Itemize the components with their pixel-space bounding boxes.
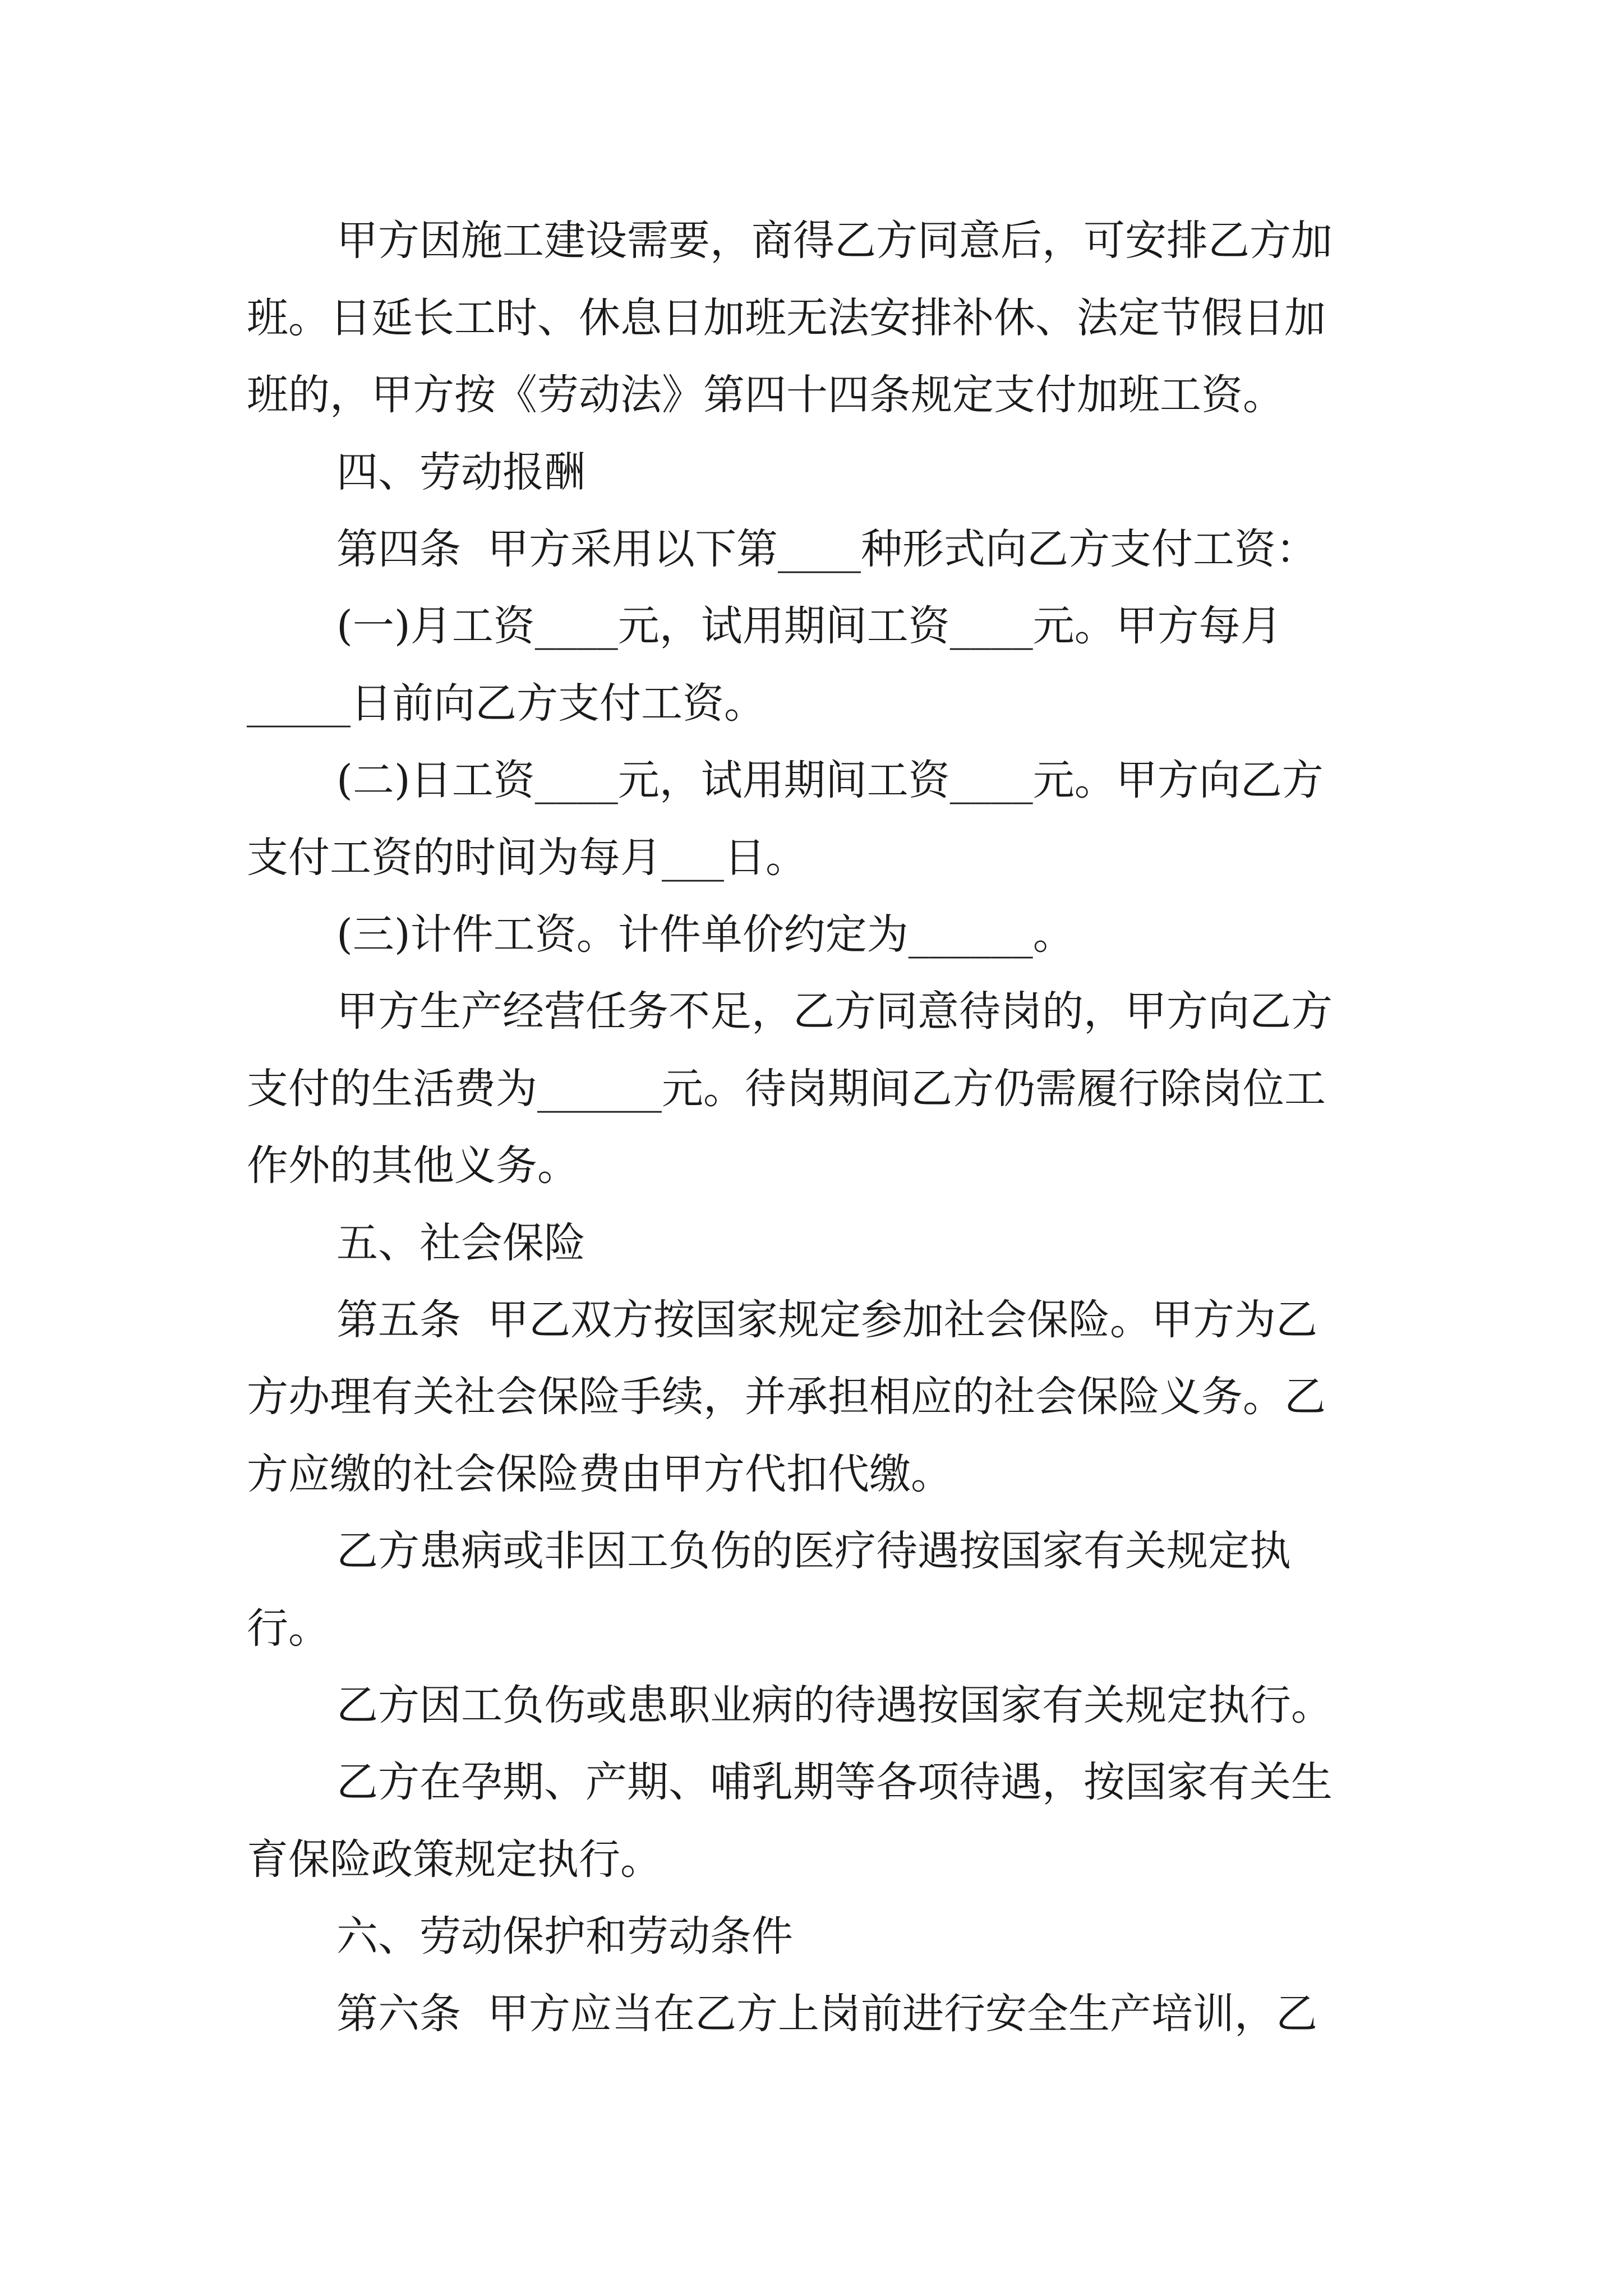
article-line: 第四条 甲方采用以下第____种形式向乙方支付工资：: [336, 525, 1318, 573]
article-line: 第六条 甲方应当在乙方上岗前进行安全生产培训，乙: [336, 1990, 1318, 2038]
paragraph-line: 乙方在孕期、产期、哺乳期等各项待遇，按国家有关生: [336, 1758, 1332, 1806]
section-heading: 五、社会保险: [336, 1219, 585, 1267]
paragraph-line: 行。: [247, 1604, 330, 1653]
paragraph-line: (一)月工资____元，试用期间工资____元。甲方每月: [336, 602, 1282, 650]
paragraph-line: 乙方因工负伤或患职业病的待遇按国家有关规定执行。: [336, 1681, 1332, 1729]
paragraph-line: 作外的其他义务。: [247, 1142, 579, 1190]
paragraph-line: 甲方生产经营任务不足，乙方同意待岗的，甲方向乙方: [336, 987, 1332, 1036]
article-line: 第五条 甲乙双方按国家规定参加社会保险。甲方为乙: [336, 1296, 1318, 1344]
paragraph-line: 育保险政策规定执行。: [247, 1835, 662, 1884]
paragraph-line: _____日前向乙方支付工资。: [247, 679, 766, 728]
section-heading: 六、劳动保护和劳动条件: [336, 1912, 793, 1961]
paragraph-line: 支付的生活费为______元。待岗期间乙方仍需履行除岗位工: [247, 1065, 1326, 1113]
section-heading: 四、劳动报酬: [336, 448, 585, 496]
paragraph-line: 方应缴的社会保险费由甲方代扣代缴。: [247, 1450, 952, 1498]
paragraph-line: 班。日延长工时、休息日加班无法安排补休、法定节假日加: [247, 294, 1326, 342]
paragraph-line: 班的，甲方按《劳动法》第四十四条规定支付加班工资。: [247, 371, 1284, 419]
paragraph-line: 乙方患病或非因工负伤的医疗待遇按国家有关规定执: [336, 1527, 1291, 1575]
paragraph-line: 支付工资的时间为每月___日。: [247, 834, 807, 882]
paragraph-line: (二)日工资____元，试用期间工资____元。甲方向乙方: [336, 756, 1324, 804]
paragraph-line: (三)计件工资。计件单价约定为______。: [336, 910, 1075, 959]
paragraph-line: 方办理有关社会保险手续，并承担相应的社会保险义务。乙: [247, 1373, 1326, 1421]
paragraph-line: 甲方因施工建设需要，商得乙方同意后，可安排乙方加: [336, 217, 1332, 265]
